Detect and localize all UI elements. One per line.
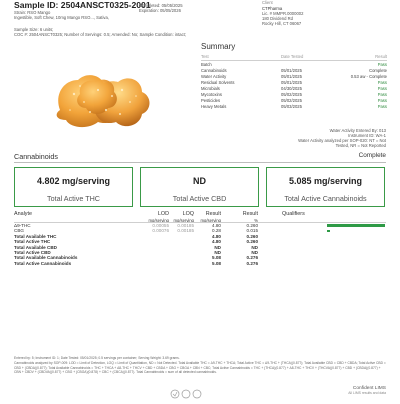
summary-date: 05/02/2025: [281, 92, 302, 97]
analyte-result: 0.28: [212, 228, 221, 234]
analyte-lod: 0.00055: [152, 223, 169, 228]
analyte-result: 5.08: [212, 255, 221, 261]
analyte-result-pct: 0.260: [246, 223, 258, 228]
summary-test: Residual Solvents: [201, 80, 235, 85]
summary-result: Pass: [377, 62, 387, 67]
cannabinoids-status: Complete: [358, 152, 386, 159]
total-active-cannabinoids-label: Total Active Cannabinoids: [284, 194, 367, 203]
client-license: Lic. # MMPR.0000002: [262, 11, 304, 16]
col-qualifiers: Qualifiers: [282, 211, 305, 217]
analyte-name: Total Active CBD: [14, 250, 51, 255]
summary-result: 0.53 aw - Complete: [350, 74, 387, 79]
summary-test: Microbials: [201, 86, 220, 91]
col-result: Result: [205, 211, 221, 217]
summary-col-test: Test: [201, 54, 209, 59]
water-info-1: Water Activity Entered By: 013: [329, 128, 386, 133]
gummy-image: [24, 50, 174, 138]
total-active-cannabinoids-box: [266, 167, 385, 207]
summary-result: Pass: [377, 104, 387, 109]
total-active-thc-box: [14, 167, 133, 207]
footer-entered-by: Entered by: 5; Instrument ID: 1; Date Tested: 05/01/2025; 0.5 servings per container; Serving Weight: 3.69 grams.: [14, 356, 180, 360]
total-active-thc-value: 4.802 mg/serving: [36, 176, 111, 186]
summary-result: Pass: [377, 80, 387, 85]
col-loq: LOQ: [182, 211, 194, 217]
water-info-3: Water Activity analyzed per SOP-020: NT = Not: [298, 138, 386, 143]
total-active-cbd-value: ND: [193, 176, 206, 186]
analyte-result: ND: [214, 250, 221, 255]
summary-row: [201, 104, 387, 110]
analyte-result-pct: ND: [251, 250, 258, 255]
summary-test: Heavy Metals: [201, 104, 227, 109]
sample-size: Sample Size: 6 units;: [14, 27, 54, 32]
analyte-bar: [327, 224, 385, 227]
total-active-cannabinoids-value: 5.085 mg/serving: [288, 176, 363, 186]
unit-result-pct: %: [254, 217, 258, 223]
summary-result: Pass: [377, 98, 387, 103]
analyte-name: Total Available Cannabinoids: [14, 255, 78, 261]
summary-date: 05/01/2025: [281, 68, 302, 73]
unit-lod: mg/serving: [148, 217, 169, 223]
analyte-loq: 0.00185: [177, 223, 194, 228]
confident-badge: [348, 386, 386, 395]
analyte-result: ND: [214, 244, 221, 250]
cannabinoids-heading: Cannabinoids: [14, 152, 58, 161]
client-label: Client: [262, 0, 273, 5]
client-address-line1: 180 Dividend Rd: [262, 16, 293, 21]
cannabinoids-divider: [14, 162, 386, 163]
confident-badge-sub: All LIMS results and data: [348, 391, 386, 395]
sample-id: Sample ID: 2504ANSCT0325-2001: [14, 0, 151, 10]
summary-test: Batch: [201, 62, 212, 67]
water-info-4: Tested, NR = Not Reported: [335, 143, 386, 148]
analyte-bar: [327, 230, 330, 233]
analyte-name: Total Active Cannabinoids: [14, 260, 72, 266]
product-description: Ingestible, Soft Chew, 10mg Mango RSO..., Sativa,: [14, 15, 109, 20]
unit-loq: mg/serving: [173, 217, 194, 223]
summary-title: Summary: [201, 42, 236, 51]
summary-divider: [201, 60, 387, 61]
analyte-result-pct: 0.276: [246, 255, 258, 261]
summary-test: Cannabinoids: [201, 68, 227, 73]
expiration-date: Expiration: 05/05/2026: [139, 8, 181, 13]
analyte-lod: 0.00076: [152, 228, 169, 234]
summary-date: 05/01/2025: [281, 80, 302, 85]
summary-test: Mycotoxins: [201, 92, 222, 97]
col-result-pct: Result: [242, 211, 258, 217]
total-active-cbd-label: Total Active CBD: [172, 194, 227, 203]
lab-seal: [170, 386, 202, 396]
coc-line: COC #: 2504ANSCT0325; Number of Servings: 0.5; Amended: No; Sample Condition: intact;: [14, 32, 187, 37]
summary-col-date: Date Tested: [281, 54, 304, 59]
analyte-result: 4.80: [212, 233, 221, 239]
total-active-thc-label: Total Active THC: [47, 194, 100, 203]
analyte-result-pct: 0.015: [246, 228, 258, 234]
summary-test: Pesticides: [201, 98, 221, 103]
summary-date: 05/02/2025: [281, 98, 302, 103]
analyte-result-pct: 0.260: [246, 239, 258, 245]
analyte-result-pct: 0.260: [246, 233, 258, 239]
lab-seal-icon: [170, 389, 202, 399]
confident-badge-title: Confident LIMS: [352, 386, 386, 391]
analyte-result-pct: 0.276: [246, 260, 258, 266]
analyte-name: CBG: [14, 228, 24, 234]
completed-date: Completed: 05/05/2025: [139, 3, 183, 8]
col-analyte: Analyte: [14, 211, 32, 217]
summary-result: Pass: [377, 86, 387, 91]
analyte-name: Total Active THC: [14, 239, 51, 245]
analyte-divider: [14, 222, 386, 223]
total-active-cbd-box: [140, 167, 259, 207]
strain: Strain: RSO Mango: [14, 10, 51, 15]
summary-date: 04/30/2025: [281, 86, 302, 91]
summary-result: Complete: [369, 68, 387, 73]
analyte-result-pct: ND: [251, 244, 258, 250]
client-name: CTPharma: [262, 6, 283, 11]
analyte-name: Total Available CBD: [14, 244, 57, 250]
analyte-name: Δ9-THC: [14, 223, 31, 228]
col-lod: LOD: [157, 211, 169, 217]
summary-result: Pass: [377, 92, 387, 97]
analyte-result: 4.80: [212, 239, 221, 245]
analyte-result: 4.80: [212, 223, 221, 228]
client-address-line2: Rocky Hill, CT 06067: [262, 21, 302, 26]
summary-test: Water Activity: [201, 74, 227, 79]
unit-result: mg/serving: [200, 217, 221, 223]
summary-date: 05/03/2025: [281, 104, 302, 109]
analyte-loq: 0.00185: [177, 228, 194, 234]
analyte-result: 5.08: [212, 260, 221, 266]
summary-col-result: Result: [375, 54, 387, 59]
footer-methodology: Cannabinoids analyzed by SOP-009: LOD = Limit of Detection, LOQ = Limit of Quantitation, ND = Not Detected. Total Available THC = Δ9-THC + THCA; Total Active THC = Δ9-THC + (THCA)(0.877); Total Available CBD = CBD + CBDA; Total Active CBD = CBD + (CBDA)(0.877); Total Available Cannabinoids = THC + THCA + Δ8-THC + THCV + CBD + CBDA + CBG + CBGA + CBN + CBC; Total Active Cannabinoids = THC + (THCA)(0.877) + Δ8-THC + THCV + (THCVA)(0.877) + CBD + (CBDA)(0.877) + CBN + CBDV + (CBDVA)(0.877) + CBG + (CBGA)(0.878) + CBC + (CBCA)(0.877). Total Cannabinoids = sum of all detected cannabinoids.: [14, 361, 386, 375]
analyte-name: Total Available THC: [14, 233, 57, 239]
product-photo: [24, 50, 174, 138]
water-info-2: Instrument ID: WA-1: [348, 133, 386, 138]
analyte-row: [14, 261, 386, 266]
analyte-header: [14, 211, 386, 217]
summary-date: 05/01/2025: [281, 74, 302, 79]
